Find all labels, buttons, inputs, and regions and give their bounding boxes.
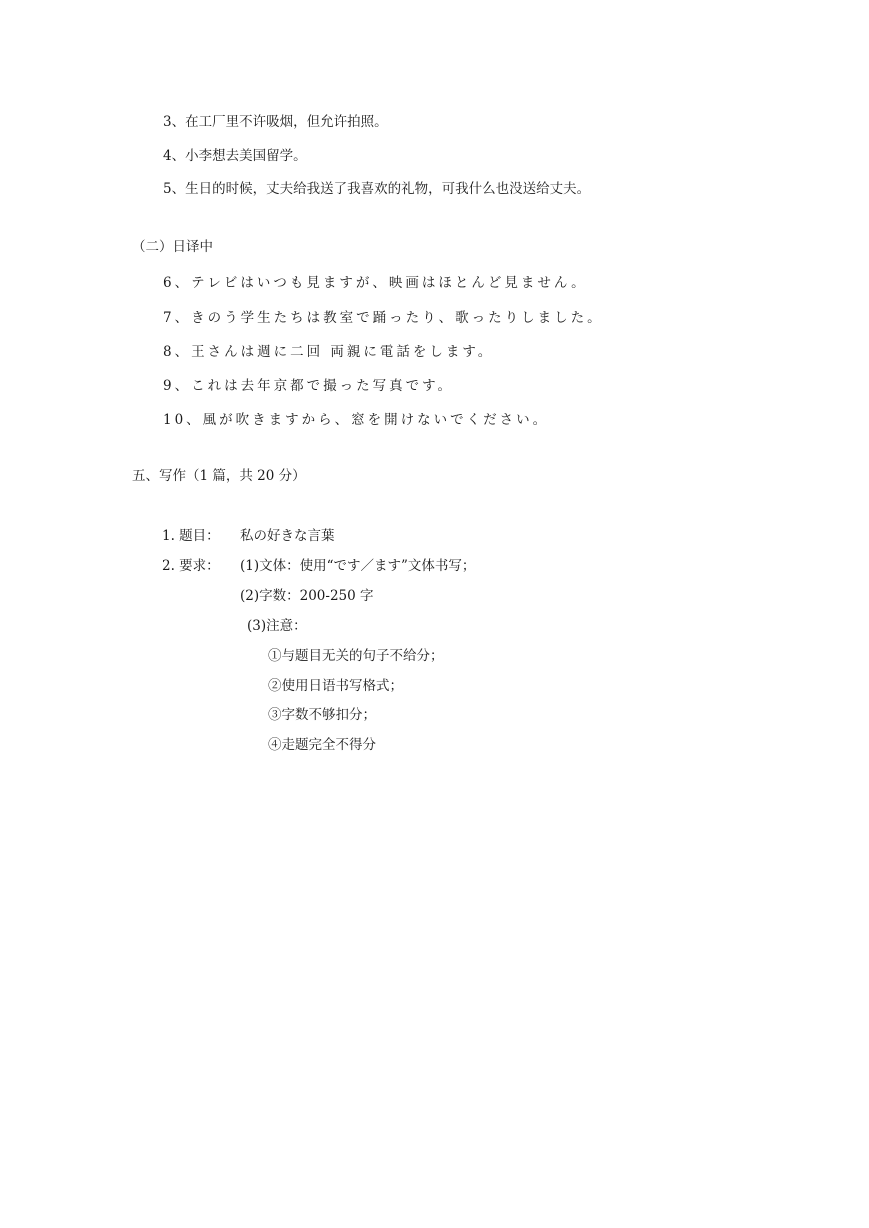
translation-item-6: 6、テレビはいつも見ますが、映画はほとんど見ません。 bbox=[163, 275, 588, 291]
translation-item-4: 4、小李想去美国留学。 bbox=[163, 148, 307, 164]
requirements-label: 2. 要求： bbox=[162, 558, 220, 574]
topic-value: 私の好きな言葉 bbox=[240, 528, 335, 544]
section-heading-jp-to-zh: （二）日译中 bbox=[132, 239, 213, 255]
note-item-1: ①与题目无关的句子不给分； bbox=[268, 648, 444, 664]
requirement-notes: (3)注意： bbox=[247, 618, 307, 634]
translation-item-5: 5、生日的时候，丈夫给我送了我喜欢的礼物，可我什么也没送给丈夫。 bbox=[163, 181, 591, 197]
translation-item-7: 7、きのう学生たちは教室で踊ったり、歌ったりしました。 bbox=[163, 310, 604, 326]
section-heading-writing: 五、写作（1 篇，共 20 分） bbox=[132, 468, 306, 484]
requirement-length: (2)字数：200-250 字 bbox=[240, 588, 374, 604]
note-item-3: ③字数不够扣分； bbox=[268, 707, 376, 723]
note-item-2: ②使用日语书写格式； bbox=[268, 678, 403, 694]
translation-item-9: 9、これは去年京都で撮った写真です。 bbox=[163, 378, 455, 394]
topic-label: 1. 题目： bbox=[162, 528, 220, 544]
translation-item-10: 10、風が吹きますから、窓を開けないでください。 bbox=[163, 412, 550, 428]
translation-item-3: 3、在工厂里不许吸烟，但允许拍照。 bbox=[163, 114, 388, 130]
requirement-style: (1)文体：使用“です／ます”文体书写； bbox=[240, 558, 476, 574]
note-item-4: ④走题完全不得分 bbox=[268, 737, 376, 753]
translation-item-8: 8、王さんは週に二回 両親に電話をします。 bbox=[163, 344, 495, 360]
